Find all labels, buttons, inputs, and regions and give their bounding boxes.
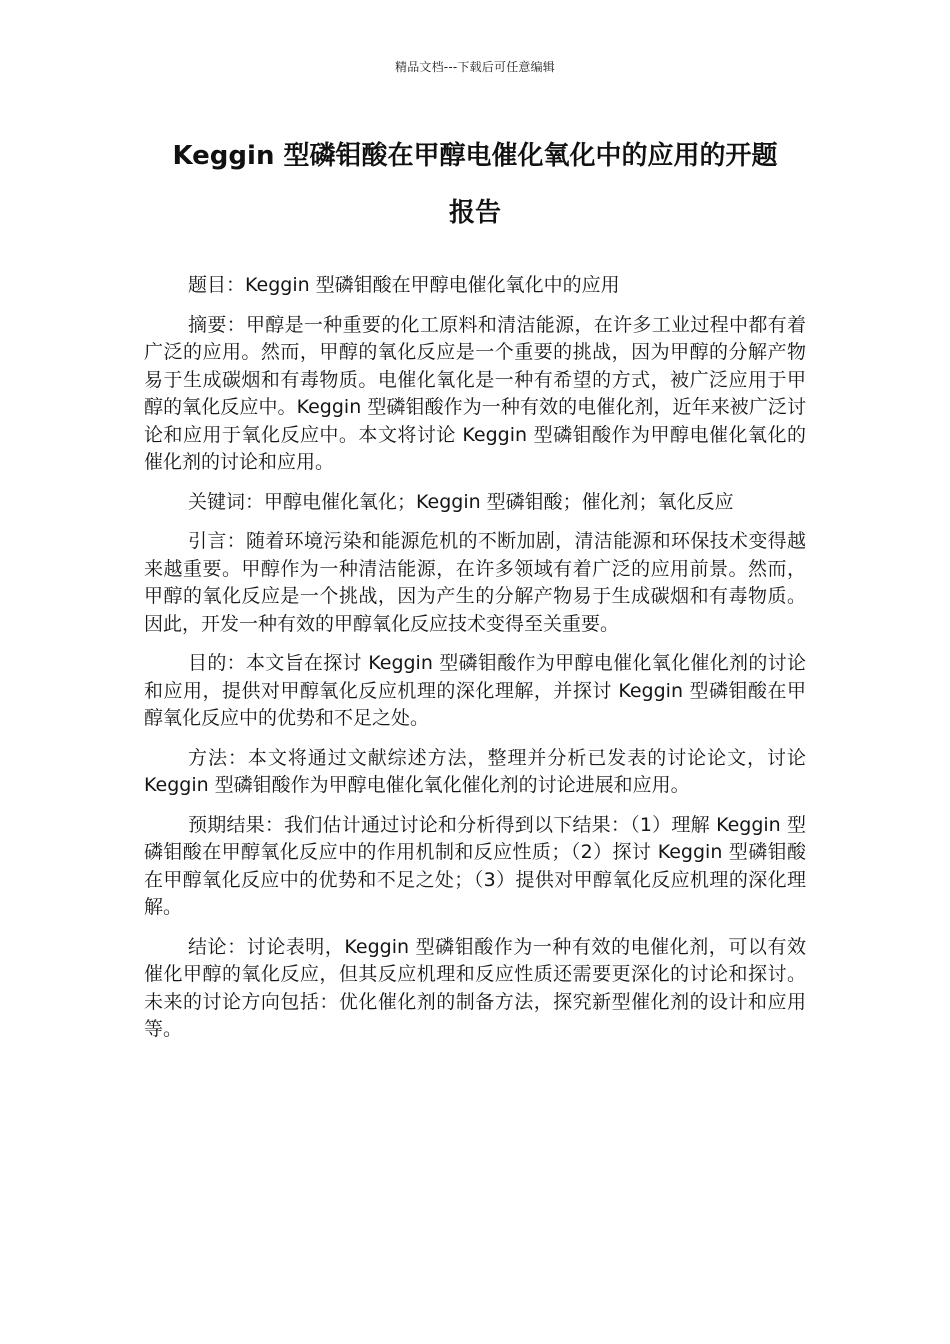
document-title-line-1: Keggin 型磷钼酸在甲醇电催化氧化中的应用的开题	[172, 141, 778, 171]
paragraph-keywords: 关键词：甲醇电催化氧化；Keggin 型磷钼酸；催化剂；氧化反应	[188, 490, 734, 513]
document-title-line-2: 报告	[448, 198, 501, 228]
header-note: 精品文档---下载后可任意编辑	[395, 60, 555, 74]
paragraph-introduction: 引言：随着环境污染和能源危机的不断加剧，清洁能源和环保技术变得越来越重要。甲醇作为一种清洁能源，在许多领域有着广泛的应用前景。然而，甲醇的氧化反应是一个挑战，因为产生的分解产物易于生成碳烟和有毒物质。因此，开发一种有效的甲醇氧化反应技术变得至关重要。	[144, 530, 806, 635]
paragraph-purpose: 目的：本文旨在探讨 Keggin 型磷钼酸作为甲醇电催化氧化催化剂的讨论和应用，提供对甲醇氧化反应机理的深化理解，并探讨 Keggin 型磷钼酸在甲醇氧化反应中的优势和不足之处。	[144, 652, 806, 729]
paragraph-topic: 题目：Keggin 型磷钼酸在甲醇电催化氧化中的应用	[188, 274, 620, 296]
paragraph-abstract: 摘要：甲醇是一种重要的化工原料和清洁能源，在许多工业过程中都有着广泛的应用。然而，甲醇的氧化反应是一个重要的挑战，因为甲醇的分解产物易于生成碳烟和有毒物质。电催化氧化是一种有希望的方式，被广泛应用于甲醇的氧化反应中。Keggin 型磷钼酸作为一种有效的电催化剂，近年来被广泛讨论和应用于氧化反应中。本文将讨论 Keggin 型磷钼酸作为甲醇电催化氧化的催化剂的讨论和应用。	[144, 313, 806, 473]
paragraph-conclusion: 结论：讨论表明，Keggin 型磷钼酸作为一种有效的电催化剂，可以有效催化甲醇的氧化反应，但其反应机理和反应性质还需要更深化的讨论和探讨。未来的讨论方向包括：优化催化剂的制备方法，探究新型催化剂的设计和应用等。	[144, 935, 806, 1040]
paragraph-method: 方法：本文将通过文献综述方法，整理并分析已发表的讨论论文，讨论 Keggin 型磷钼酸作为甲醇电催化氧化催化剂的讨论进展和应用。	[144, 746, 806, 796]
document-body	[144, 272, 806, 1056]
paragraph-expected-results: 预期结果：我们估计通过讨论和分析得到以下结果：（1）理解 Keggin 型磷钼酸在甲醇氧化反应中的作用机制和反应性质；（2）探讨 Keggin 型磷钼酸在甲醇氧化反应中的优势和不足之处；（3）提供对甲醇氧化反应机理的深化理解。	[144, 813, 806, 918]
